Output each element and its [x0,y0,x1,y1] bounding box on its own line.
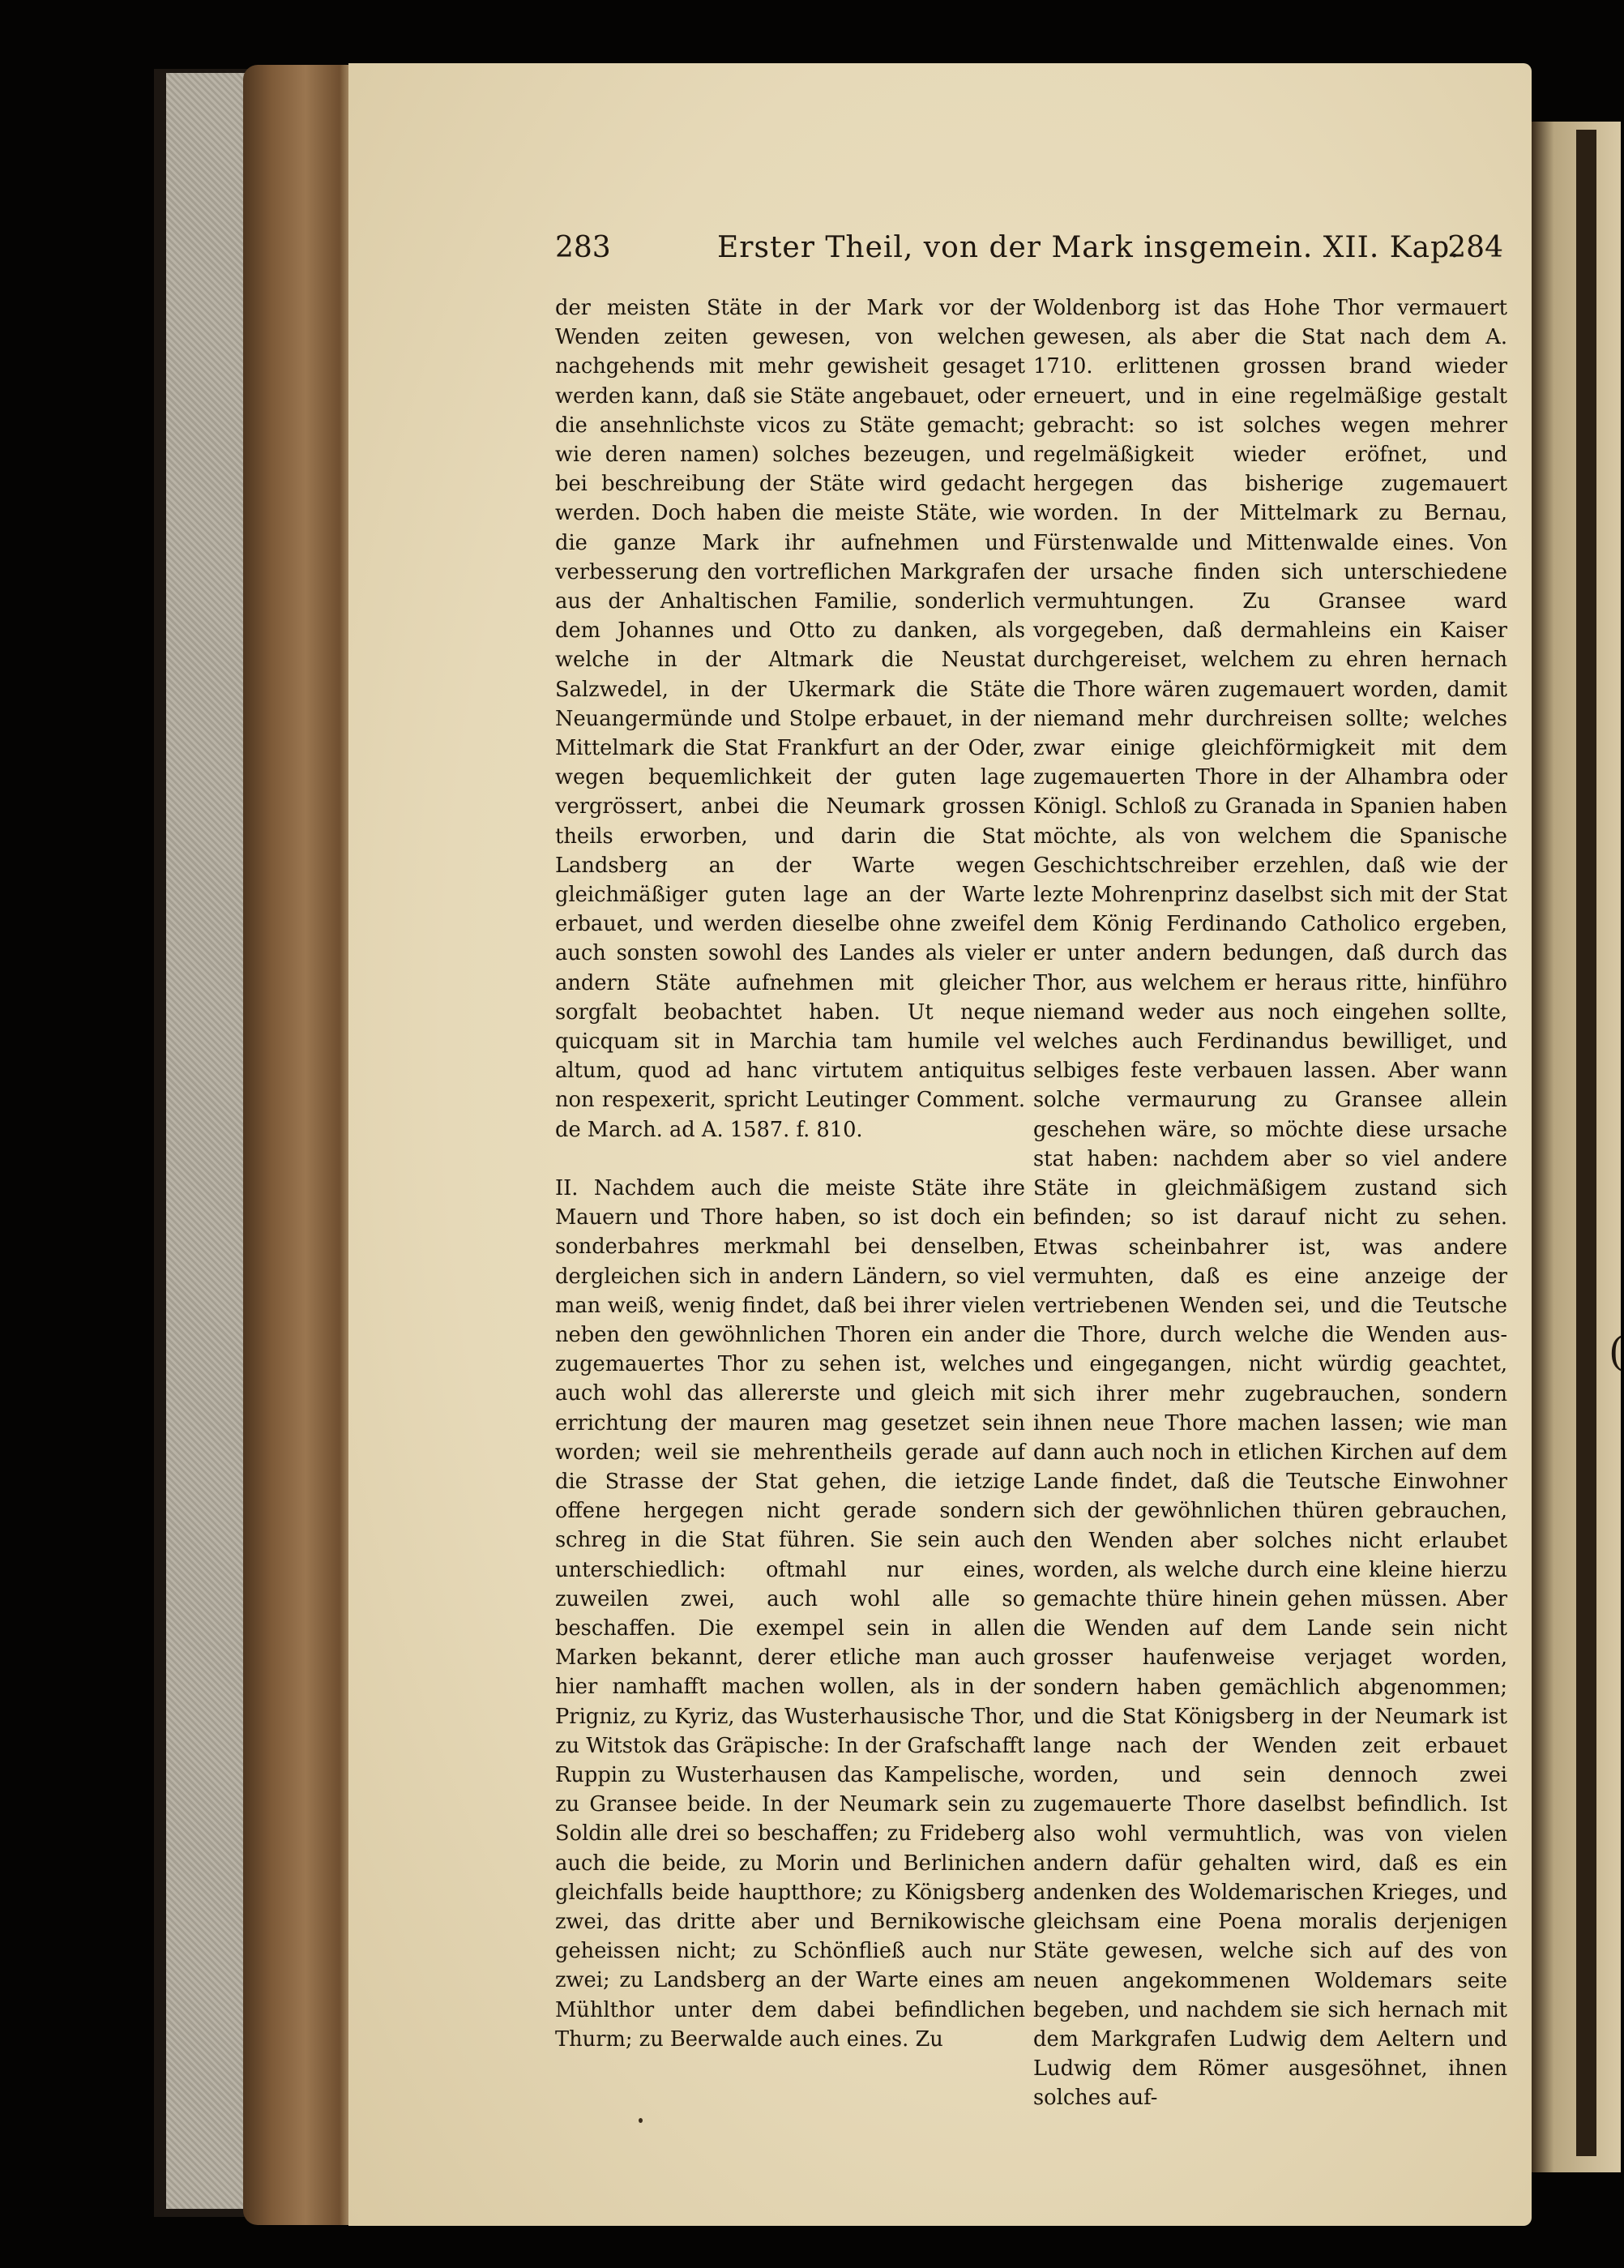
paper-speck [639,2118,643,2123]
right-text-column [1033,293,1507,2125]
paragraph-section-ii: II. Nachdem auch die meiste Stäte ihre Mauern und Thore haben, so ist doch ein sonderbahres merkmahl bei denselben, dergleichen sich in andern Ländern, so viel man weiß, wenig findet, daß bei ihrer vielen neben den gewöhnlichen Thoren ein ander zugemauertes Thor zu sehen ist, welches auch wohl das allererste und gleich mit errichtung der mauren mag gesetzet sein worden; weil sie mehrentheils gerade auf die Strasse der Stat gehen, die ietzige offene hergegen nicht gerade sondern schreg in die Stat führen. Sie sein auch unterschiedlich: oftmahl nur eines, zuweilen zwei, auch wohl alle so beschaffen. Die exempel sein in allen Marken bekannt, derer etliche man auch hier namhafft machen wollen, als in der Prigniz, zu Kyriz, das Wusterhausische Thor, zu Witstok das Gräpische: In der Grafschafft Ruppin zu Wusterhausen das Kampelische, zu Gransee beide. In der Neumark sein zu Soldin alle drei so beschaffen; zu Frideberg auch die beide, zu Morin und Berlinichen gleichfalls beide hauptthore; zu Königsberg zwei, das dritte aber und Bernikowische geheissen nicht; zu Schönfließ auch nur zwei; zu Landsberg an der Warte eines am Mühlthor unter dem dabei befindlichen Thurm; zu Beerwalde auch eines. Zu [555,1175,1026,2052]
paragraph-continued: der meisten Stäte in der Mark vor der Wenden zeiten gewesen, von welchen nachgehends mit mehr gewisheit gesaget werden kann, daß sie Stäte angebauet, oder die ansehnlichste vicos zu Stäte gemacht; wie deren namen) solches bezeugen, und bei beschreibung der Stäte wird gedacht werden. Doch haben die meiste Stäte, wie die ganze Mark ihr aufnehmen und verbesserung den vortreflichen Markgrafen aus der Anhaltischen Familie, sonderlich dem Johannes und Otto zu danken, als welche in der Altmark die Neustat Salzwedel, in der Ukermark die Stäte Neuangermünde und Stolpe erbauet, in der Mittelmark die Stat Frankfurt an der Oder, wegen bequemlichkeit der guten lage vergrössert, anbei die Neumark grossen theils erworben, und darin die Stat Landsberg an der Warte wegen gleichmäßiger guten lage an der Warte erbauet, und werden dieselbe ohne zweifel auch sonsten sowohl des Landes als vieler andern Stäte aufnehmen mit gleicher sorgfalt beobachtet haben. Ut neque quicquam sit in Marchia tam humile vel altum, quod ad hanc virtutem antiquitus non respexerit, spricht Leutinger Comment. de March. ad A. 1587. f. 810. [555,296,1025,1142]
page-number-right: 284 [1447,231,1503,264]
page-number-left: 283 [555,231,611,264]
facing-page-glyph: ( [1609,1329,1624,1375]
facing-page-gutter [1576,130,1596,2156]
left-text-column [555,293,1025,2125]
running-head-title: Erster Theil, von der Mark insgemein. XII. Kap. [717,231,1460,264]
page-edge-block [243,65,357,2225]
paragraph-right: Woldenborg ist das Hohe Thor vermauert gewesen, als aber die Stat nach dem A. 1710. erlittenen grossen brand wieder erneuert, und in eine regelmäßige gestalt gebracht: so ist solches wegen mehrer regelmäßigkeit wieder eröfnet, und hergegen das bisherige zugemauert worden. In der Mittelmark zu Bernau, Fürstenwalde und Mittenwalde eines. Von der ursache finden sich unterschiedene vermuhtungen. Zu Gransee ward vorgegeben, daß dermahleins ein Kaiser durchgereiset, welchem zu ehren hernach die Thore wären zugemauert worden, damit niemand mehr durchreisen sollte; welches zwar einige gleichförmigkeit mit dem zugemauerten Thore in der Alhambra oder Königl. Schloß zu Granada in Spanien haben möchte, als von welchem die Spanische Geschichtschreiber erzehlen, daß wie der lezte Mohrenprinz daselbst sich mit der Stat dem König Ferdinando Catholico ergeben, er unter andern bedungen, daß durch das Thor, aus welchem er heraus ritte, hinführo niemand weder aus noch eingehen sollte, welches auch Ferdinandus bewilliget, und selbiges feste verbauen lassen. Aber wann solche vermaurung zu Gransee allein geschehen wäre, so möchte diese ursache stat haben: nachdem aber so viel andere Stäte in gleichmäßigem zustand sich befinden; so ist darauf nicht zu sehen. Etwas scheinbahrer ist, was andere vermuhten, daß es eine anzeige der vertriebenen Wenden sei, und die Teutsche die Thore, durch welche die Wenden aus- und eingegangen, nicht würdig geachtet, sich ihrer mehr zugebrauchen, sondern ihnen neue Thore machen lassen; wie man dann auch noch in etlichen Kirchen auf dem Lande findet, daß die Teutsche Einwohner sich der gewöhnlichen thüren gebrauchen, den Wenden aber solches nicht erlaubet worden, als welche durch eine kleine hierzu gemachte thüre hinein gehen müssen. Aber die Wenden auf dem Lande sein nicht grosser haufenweise verjaget worden, sondern haben gemächlich abgenommen; und die Stat Königsberg in der Neumark ist lange nach der Wenden zeit erbauet worden, und sein dennoch zwei zugemauerte Thore daselbst befindlich. Ist also wohl vermuhtlich, was von vielen andern dafür gehalten wird, daß es ein andenken des Woldemarischen Krieges, und gleichsam eine Poena moralis derjenigen Stäte gewesen, welche sich auf des von neuen angekommenen Woldemars seite begeben, und nachdem sie sich hernach mit dem Markgrafen Ludwig dem Aeltern und Ludwig dem Römer ausgesöhnet, ihnen solches auf- [1033,296,1507,2111]
running-header [555,231,1503,280]
